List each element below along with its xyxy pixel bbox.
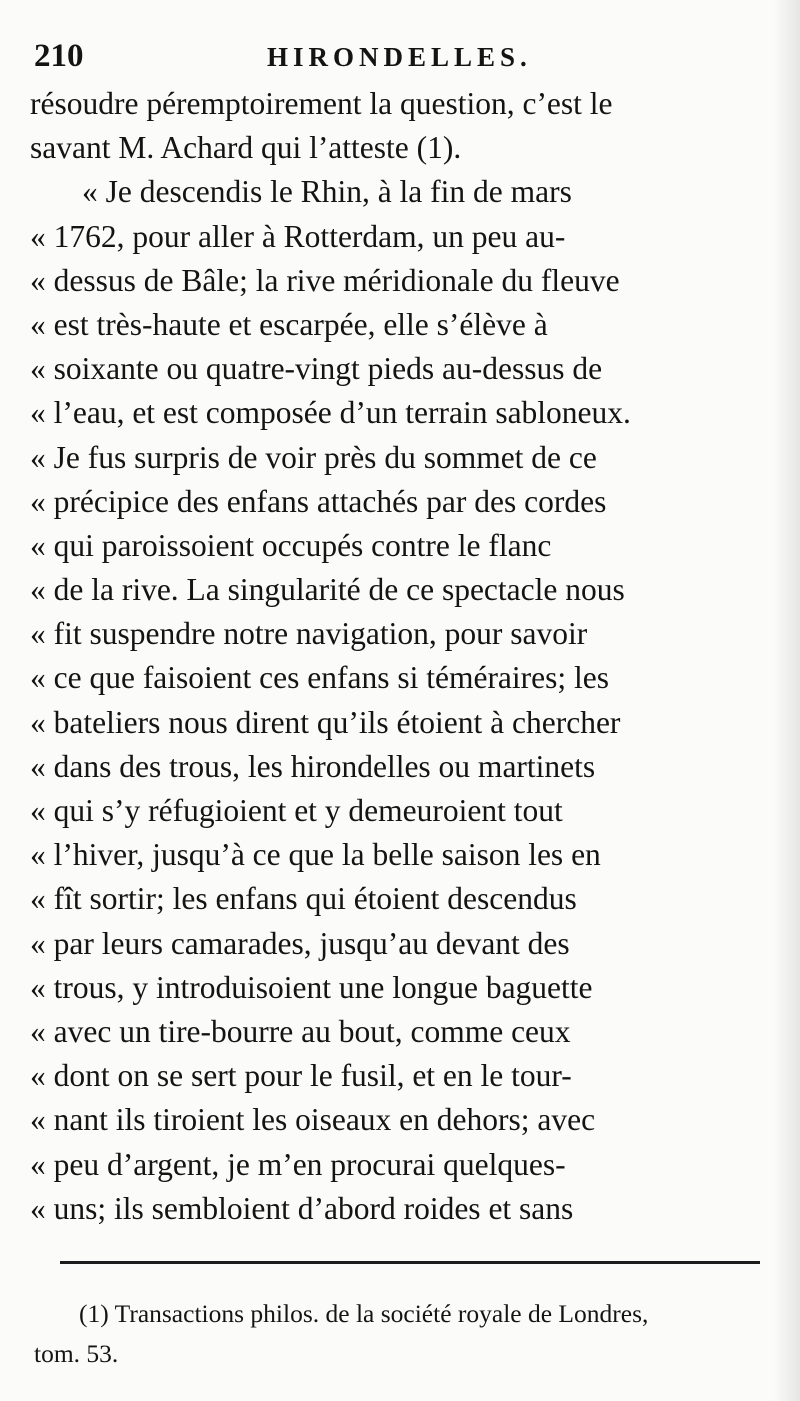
text-line: « peu d’argent, je m’en procurai quelques-	[30, 1146, 566, 1182]
page-number: 210	[34, 38, 84, 74]
footnote	[34, 1294, 769, 1374]
text-line: savant M. Achard qui l’atteste (1).	[30, 130, 462, 166]
text-line: « l’eau, et est composée d’un terrain sabloneux.	[30, 395, 631, 431]
text-line: « trous, y introduisoient une longue baguette	[30, 969, 593, 1005]
text-line: « fît sortir; les enfans qui étoient descendus	[30, 881, 577, 917]
text-line: « fit suspendre notre navigation, pour savoir	[30, 616, 588, 652]
text-line: « Je descendis le Rhin, à la fin de mars	[82, 174, 572, 210]
text-line: « avec un tire-bourre au bout, comme ceux	[30, 1013, 571, 1049]
text-line: résoudre péremptoirement la question, c’est le	[30, 86, 613, 121]
text-line: « dessus de Bâle; la rive méridionale du fleuve	[30, 262, 620, 298]
text-line: « qui s’y réfugioient et y demeuroient tout	[30, 793, 563, 828]
running-head: HIRONDELLES.	[267, 42, 532, 72]
text-line: « bateliers nous dirent qu’ils étoient à chercher	[30, 704, 621, 740]
text-line: « uns; ils sembloient d’abord roides et sans	[30, 1190, 574, 1226]
footnote-divider	[60, 1261, 760, 1264]
text-line: « ce que faisoient ces enfans si téméraires; les	[30, 660, 610, 696]
text-line: « Je fus surpris de voir près du sommet de ce	[30, 439, 597, 475]
text-line: « dans des trous, les hirondelles ou martinets	[30, 748, 596, 784]
text-line: « précipice des enfans attachés par des cordes	[30, 483, 607, 519]
body-text	[30, 82, 765, 1231]
text-line: « soixante ou quatre-vingt pieds au-dessus de	[30, 351, 603, 387]
text-line: « de la rive. La singularité de ce spectacle nous	[30, 572, 625, 608]
footnote-line: tom. 53.	[34, 1339, 119, 1368]
text-line: « par leurs camarades, jusqu’au devant des	[30, 925, 570, 961]
text-line: « dont on se sert pour le fusil, et en le tour-	[30, 1058, 572, 1094]
footnote-line: (1) Transactions philos. de la société royale de Londres,	[79, 1299, 649, 1328]
page-edge-shadow	[774, 0, 800, 1401]
text-line: « nant ils tiroient les oiseaux en dehors; avec	[30, 1102, 596, 1138]
page-header	[34, 36, 764, 76]
text-line: « qui paroissoient occupés contre le flanc	[30, 527, 552, 563]
text-line: « est très-haute et escarpée, elle s’élève à	[30, 306, 548, 342]
text-line: « l’hiver, jusqu’à ce que la belle saison les en	[30, 837, 601, 873]
text-line: « 1762, pour aller à Rotterdam, un peu au-	[30, 218, 566, 254]
